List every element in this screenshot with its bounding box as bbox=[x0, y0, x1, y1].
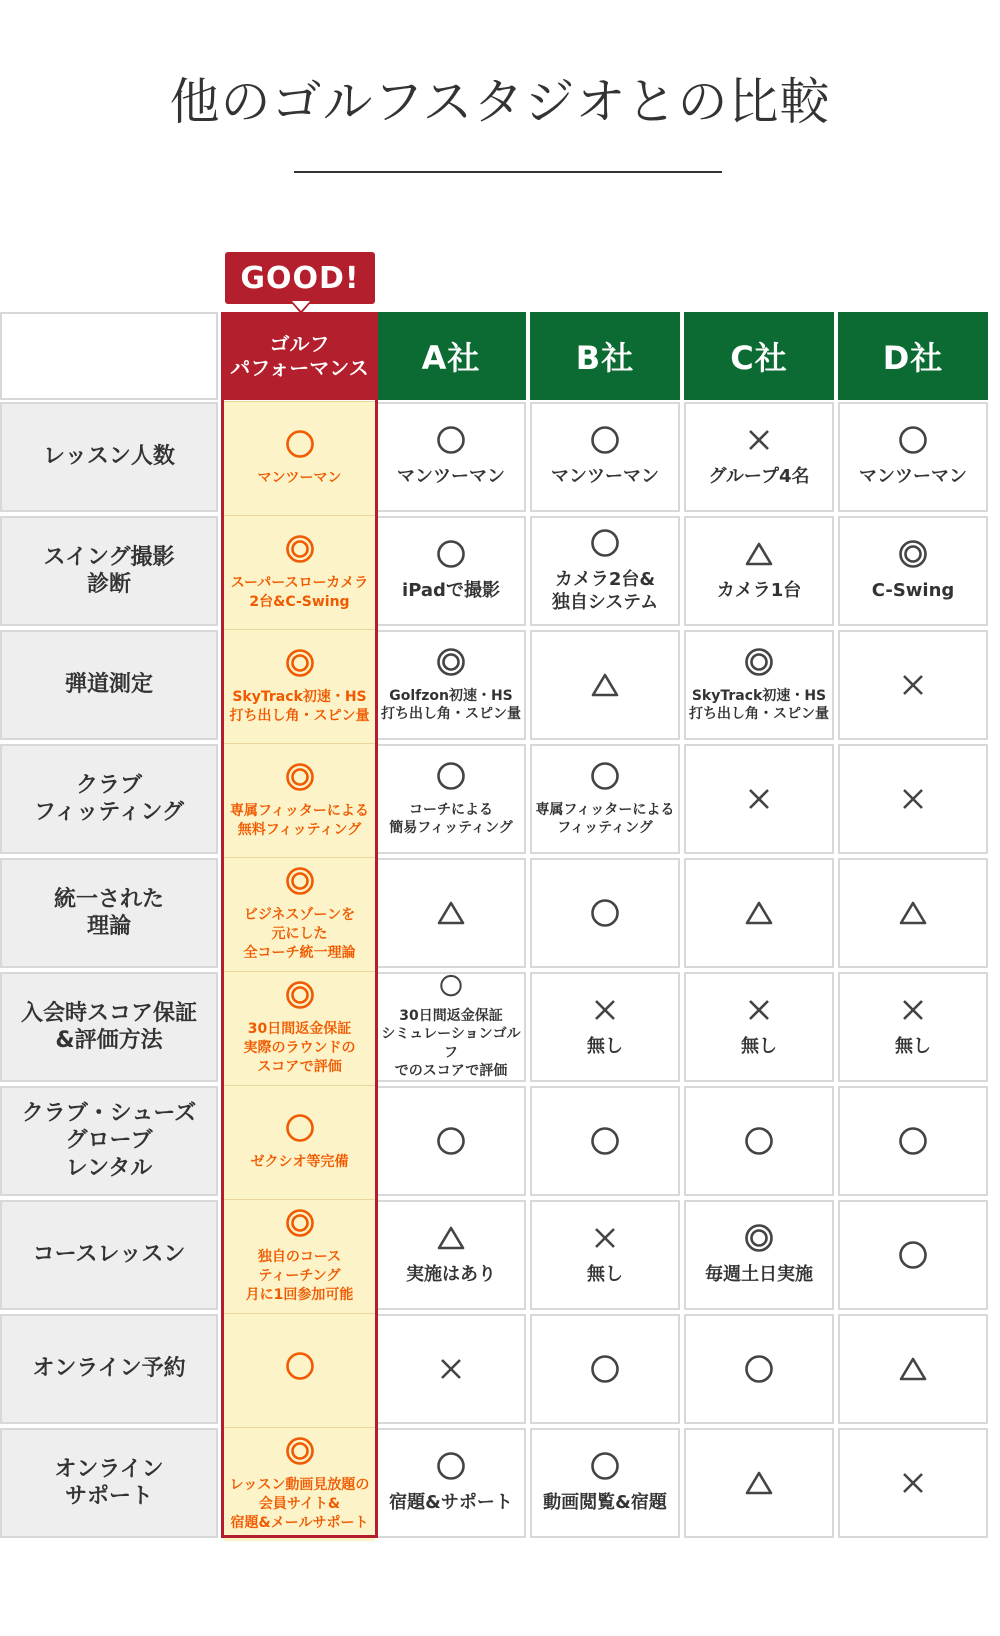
rating-circle-icon bbox=[590, 1126, 620, 1156]
company-cell-text: グループ4名 bbox=[708, 466, 810, 488]
title-main: 他のゴルフスタジオとの bbox=[169, 73, 729, 131]
rating-circle-icon bbox=[436, 974, 466, 997]
our-cell-text: 専属フィッターによる 無料フィッティング bbox=[230, 802, 369, 838]
row-header bbox=[0, 972, 218, 1082]
company-cell-text: 無し bbox=[741, 1036, 777, 1058]
rating-triangle-icon bbox=[898, 1354, 928, 1384]
column-header-company-label: C社 bbox=[730, 339, 788, 377]
company-cell bbox=[376, 972, 526, 1082]
company-cell-text: 専属フィッターによる フィッティング bbox=[535, 801, 675, 836]
column-header-company-label: D社 bbox=[882, 339, 944, 377]
company-cell bbox=[838, 1314, 988, 1424]
company-cell bbox=[376, 1428, 526, 1538]
company-cell bbox=[530, 972, 680, 1082]
column-header-company-3 bbox=[684, 312, 834, 400]
company-cell bbox=[838, 1428, 988, 1538]
company-cell bbox=[376, 402, 526, 512]
company-cell bbox=[684, 744, 834, 854]
row-header bbox=[0, 744, 218, 854]
company-cell bbox=[684, 630, 834, 740]
row-header bbox=[0, 1200, 218, 1310]
company-cell bbox=[530, 744, 680, 854]
rating-cross-icon bbox=[744, 995, 774, 1025]
company-cell bbox=[376, 858, 526, 968]
company-cell-text: 実施はあり bbox=[406, 1264, 496, 1286]
our-cell-text: ゼクシオ等完備 bbox=[250, 1154, 349, 1171]
rating-double-icon bbox=[898, 539, 928, 569]
company-cell-text: 無し bbox=[587, 1036, 623, 1058]
company-cell bbox=[684, 402, 834, 512]
rating-circle-icon bbox=[590, 761, 620, 791]
row-header-label: クラブ・シューズ グローブ レンタル bbox=[21, 1100, 197, 1181]
company-cell-text: カメラ1台 bbox=[716, 580, 802, 602]
company-cell bbox=[530, 402, 680, 512]
company-cell bbox=[530, 858, 680, 968]
company-cell bbox=[684, 1428, 834, 1538]
our-cell-text: SkyTrack初速・HS 打ち出し角・スピン量 bbox=[229, 688, 370, 724]
company-cell bbox=[684, 516, 834, 626]
rating-circle-icon bbox=[590, 425, 620, 455]
row-header bbox=[0, 402, 218, 512]
company-cell-text: マンツーマン bbox=[397, 466, 505, 488]
company-cell bbox=[838, 858, 988, 968]
rating-circle-icon bbox=[436, 425, 466, 455]
table-corner bbox=[0, 312, 218, 400]
rating-circle-icon bbox=[898, 1126, 928, 1156]
row-header-label: オンライン予約 bbox=[32, 1356, 186, 1382]
company-cell bbox=[838, 630, 988, 740]
rating-cross-icon bbox=[744, 425, 774, 455]
our-cell-text: マンツーマン bbox=[257, 470, 342, 487]
rating-triangle-icon bbox=[436, 1223, 466, 1253]
row-header-label: 弾道測定 bbox=[64, 672, 153, 698]
company-cell bbox=[530, 1200, 680, 1310]
good-badge-tail-notch bbox=[292, 301, 310, 311]
rating-circle-icon bbox=[436, 539, 466, 569]
company-cell-text: 無し bbox=[895, 1036, 931, 1058]
company-cell-text: カメラ2台& 独自システム bbox=[551, 568, 659, 613]
rating-cross-icon bbox=[590, 1223, 620, 1253]
company-cell bbox=[376, 1314, 526, 1424]
rating-circle-icon bbox=[744, 1354, 774, 1384]
company-cell-text: SkyTrack初速・HS 打ち出し角・スピン量 bbox=[689, 687, 829, 722]
rating-cross-icon bbox=[590, 995, 620, 1025]
company-cell-text: C-Swing bbox=[871, 580, 955, 602]
row-header bbox=[0, 1428, 218, 1538]
company-cell bbox=[838, 516, 988, 626]
company-cell-text: 30日間返金保証 シミュレーションゴルフ でのスコアで評価 bbox=[381, 1008, 521, 1079]
rating-triangle-icon bbox=[436, 898, 466, 928]
company-cell bbox=[684, 858, 834, 968]
company-cell bbox=[838, 1086, 988, 1196]
company-cell-text: 宿題&サポート bbox=[389, 1492, 513, 1514]
rating-triangle-icon bbox=[744, 898, 774, 928]
rating-circle-icon bbox=[436, 1126, 466, 1156]
column-header-company-1 bbox=[376, 312, 526, 400]
rating-circle-icon bbox=[590, 898, 620, 928]
row-header bbox=[0, 630, 218, 740]
company-cell-text: コーチによる 簡易フィッティング bbox=[389, 801, 513, 836]
column-header-ours-label: ゴルフ パフォーマンス bbox=[230, 332, 369, 380]
row-header bbox=[0, 1086, 218, 1196]
our-cell-text: レッスン動画見放題の 会員サイト& 宿題&メールサポート bbox=[229, 1477, 370, 1531]
page-title bbox=[0, 62, 1000, 134]
company-cell bbox=[684, 1314, 834, 1424]
title-divider bbox=[294, 171, 722, 173]
company-cell bbox=[838, 972, 988, 1082]
company-cell bbox=[684, 1086, 834, 1196]
rating-cross-icon bbox=[898, 670, 928, 700]
row-header-label: 入会時スコア保証 &評価方法 bbox=[20, 1000, 197, 1053]
company-cell bbox=[530, 630, 680, 740]
our-cell-text: 30日間返金保証 実際のラウンドの スコアで評価 bbox=[243, 1021, 356, 1075]
row-header-label: スイング撮影 診断 bbox=[43, 544, 175, 597]
row-header bbox=[0, 858, 218, 968]
our-cell-text: スーパースローカメラ 2台&C-Swing bbox=[230, 574, 369, 610]
company-cell-text: iPadで撮影 bbox=[402, 580, 500, 602]
company-cell bbox=[530, 1314, 680, 1424]
company-cell bbox=[838, 402, 988, 512]
rating-circle-icon bbox=[898, 425, 928, 455]
rating-triangle-icon bbox=[744, 539, 774, 569]
rating-double-icon bbox=[744, 647, 774, 677]
company-cell bbox=[376, 630, 526, 740]
row-header-label: コースレッスン bbox=[32, 1242, 186, 1268]
company-cell bbox=[530, 1428, 680, 1538]
row-header-label: レッスン人数 bbox=[43, 444, 175, 470]
row-header-label: オンライン サポート bbox=[54, 1456, 164, 1509]
row-header bbox=[0, 1314, 218, 1424]
company-cell-text: Golfzon初速・HS 打ち出し角・スピン量 bbox=[381, 687, 521, 722]
rating-circle-icon bbox=[590, 528, 620, 558]
our-cell-text: 独自のコース ティーチング 月に1回参加可能 bbox=[245, 1249, 354, 1303]
company-cell-text: 動画閲覧&宿題 bbox=[543, 1492, 667, 1514]
company-cell bbox=[376, 516, 526, 626]
rating-cross-icon bbox=[898, 784, 928, 814]
rating-circle-icon bbox=[436, 1451, 466, 1481]
company-cell-text: 無し bbox=[587, 1264, 623, 1286]
company-cell bbox=[684, 1200, 834, 1310]
company-cell-text: マンツーマン bbox=[859, 466, 967, 488]
rating-circle-icon bbox=[898, 1240, 928, 1270]
company-cell bbox=[376, 744, 526, 854]
rating-circle-icon bbox=[590, 1354, 620, 1384]
rating-triangle-icon bbox=[898, 898, 928, 928]
company-cell bbox=[838, 1200, 988, 1310]
row-header-label: クラブ フィッティング bbox=[33, 772, 185, 825]
company-cell bbox=[376, 1086, 526, 1196]
company-cell bbox=[376, 1200, 526, 1310]
title-strong: 比較 bbox=[728, 73, 831, 131]
our-cell-text: ビジネスゾーンを 元にした 全コーチ統一理論 bbox=[243, 907, 356, 961]
column-header-company-2 bbox=[530, 312, 680, 400]
column-header-company-4 bbox=[838, 312, 988, 400]
rating-double-icon bbox=[744, 1223, 774, 1253]
good-badge: GOOD! bbox=[225, 252, 375, 304]
company-cell-text: 毎週土日実施 bbox=[705, 1264, 813, 1286]
row-header bbox=[0, 516, 218, 626]
column-header-company-label: B社 bbox=[575, 339, 635, 377]
company-cell-text: マンツーマン bbox=[551, 466, 659, 488]
company-cell bbox=[530, 1086, 680, 1196]
rating-double-icon bbox=[436, 647, 466, 677]
rating-circle-icon bbox=[436, 761, 466, 791]
rating-triangle-icon bbox=[744, 1468, 774, 1498]
rating-triangle-icon bbox=[590, 670, 620, 700]
column-header-company-label: A社 bbox=[421, 339, 481, 377]
company-cell bbox=[684, 972, 834, 1082]
rating-cross-icon bbox=[898, 1468, 928, 1498]
rating-circle-icon bbox=[590, 1451, 620, 1481]
rating-cross-icon bbox=[744, 784, 774, 814]
rating-cross-icon bbox=[436, 1354, 466, 1384]
our-column-outline bbox=[221, 312, 378, 1538]
rating-cross-icon bbox=[898, 995, 928, 1025]
row-header-label: 統一された 理論 bbox=[53, 886, 164, 939]
rating-circle-icon bbox=[744, 1126, 774, 1156]
company-cell bbox=[530, 516, 680, 626]
company-cell bbox=[838, 744, 988, 854]
